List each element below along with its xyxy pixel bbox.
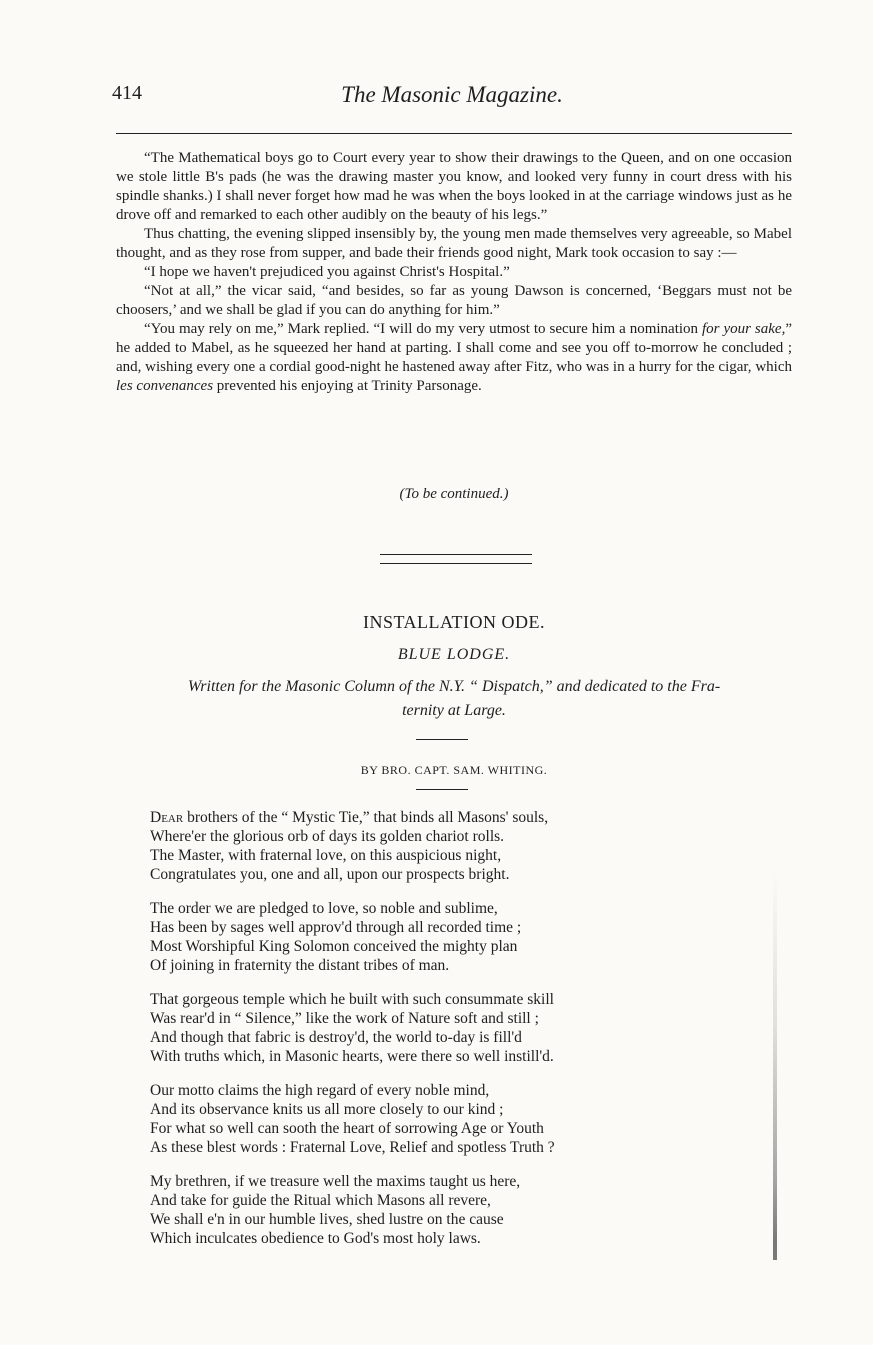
page-number: 414 xyxy=(112,82,142,104)
poem-line: Congratulates you, one and all, upon our prospects bright. xyxy=(150,866,510,883)
poem-line: Has been by sages well approv'd through all recorded time ; xyxy=(150,919,522,936)
paragraph xyxy=(116,320,792,396)
page-edge-shadow xyxy=(773,870,777,1260)
stanza xyxy=(150,808,710,884)
poem-line: Where'er the glorious orb of days its golden chariot rolls. xyxy=(150,828,505,845)
poem-line: Was rear'd in “ Silence,” like the work of Nature soft and still ; xyxy=(150,1010,539,1027)
poem-line: For what so well can sooth the heart of sorrowing Age or Youth xyxy=(150,1120,544,1137)
poem-line: Most Worshipful King Solomon conceived the mighty plan xyxy=(150,938,518,955)
stanza xyxy=(150,990,710,1066)
paragraph: Thus chatting, the evening slipped insensibly by, the young men made themselves very agreeable, so Mabel thought, and as they rose from supper, and bade their friends good night, Mark took occasion to say :— xyxy=(116,226,792,261)
byline-rule-top xyxy=(416,739,468,740)
poem-line: And though that fabric is destroy'd, the world to-day is fill'd xyxy=(150,1029,522,1046)
section-divider xyxy=(380,554,532,564)
poem-line: Our motto claims the high regard of every noble mind, xyxy=(150,1082,490,1099)
paragraph-part: “You may rely on me,” Mark replied. “I will do my very utmost to secure him a nomination xyxy=(144,321,702,337)
running-title: The Masonic Magazine. xyxy=(341,82,563,107)
poem-line: The order we are pledged to love, so noble and sublime, xyxy=(150,900,498,917)
page-header xyxy=(112,82,792,116)
drop-cap-word: Dear xyxy=(150,809,184,826)
paragraph: “The Mathematical boys go to Court every year to show their drawings to the Queen, and on one occasion we stole little B's pads (he was the drawing master you know, and looked very funny in court dress with his spindle shanks.) I shall never forget how mad he was when the boys looked in at the carriage windows just as he drove off and remarked to each other audibly on the beauty of his legs.” xyxy=(116,150,792,223)
poem xyxy=(150,808,710,1263)
poem-line: With truths which, in Masonic hearts, were there so well instill'd. xyxy=(150,1048,554,1065)
emphasis: les convenances xyxy=(116,378,214,394)
poem-line: As these blest words : Fraternal Love, Relief and spotless Truth ? xyxy=(150,1139,555,1156)
poem-line: Of joining in fraternity the distant tribes of man. xyxy=(150,957,450,974)
poem-line: That gorgeous temple which he built with such consummate skill xyxy=(150,991,554,1008)
poem-line: And take for guide the Ritual which Masons all revere, xyxy=(150,1192,491,1209)
paragraph-part: prevented his enjoying at Trinity Parsonage. xyxy=(213,378,482,394)
poem-line: Which inculcates obedience to God's most holy laws. xyxy=(150,1230,481,1247)
ode-title: INSTALLATION ODE. xyxy=(362,612,546,632)
dedication-line: ternity at Large. xyxy=(402,702,506,719)
line-text: brothers of the “ Mystic Tie,” that binds all Masons' souls, xyxy=(183,809,549,826)
byline-rule-bottom xyxy=(416,789,468,790)
poem-line: My brethren, if we treasure well the maxims taught us here, xyxy=(150,1173,521,1190)
poem-line: And its observance knits us all more closely to our kind ; xyxy=(150,1101,504,1118)
header-rule xyxy=(116,133,792,134)
poem-line: We shall e'n in our humble lives, shed lustre on the cause xyxy=(150,1211,504,1228)
poem-line xyxy=(150,808,710,827)
paragraph: “I hope we haven't prejudiced you against Christ's Hospital.” xyxy=(144,264,510,280)
paragraph-part: ” he added to Mabel, as he squeezed her hand at parting. I shall come and see you off to-morrow he concluded ; and, wishing every one a cordial good-night he hastened away after Fitz, who was in a hurry for the cigar, which xyxy=(116,321,792,375)
emphasis: for your sake, xyxy=(702,321,786,337)
stanza xyxy=(150,899,710,975)
to-be-continued: (To be continued.) xyxy=(399,486,509,502)
ode-subtitle: BLUE LODGE. xyxy=(397,646,511,663)
ode-dedication xyxy=(116,675,792,723)
dedication-line: Written for the Masonic Column of the N.Y. “ Dispatch,” and dedicated to the Fra- xyxy=(187,678,721,695)
stanza xyxy=(150,1081,710,1157)
poem-line: The Master, with fraternal love, on this auspicious night, xyxy=(150,847,502,864)
story-text xyxy=(116,149,792,396)
paragraph: “Not at all,” the vicar said, “and besides, so far as young Dawson is concerned, ‘Beggars must not be choosers,’ and we shall be glad if you can do anything for him.” xyxy=(116,283,792,318)
stanza xyxy=(150,1172,710,1248)
ode-byline: BY BRO. CAPT. SAM. WHITING. xyxy=(360,763,548,777)
